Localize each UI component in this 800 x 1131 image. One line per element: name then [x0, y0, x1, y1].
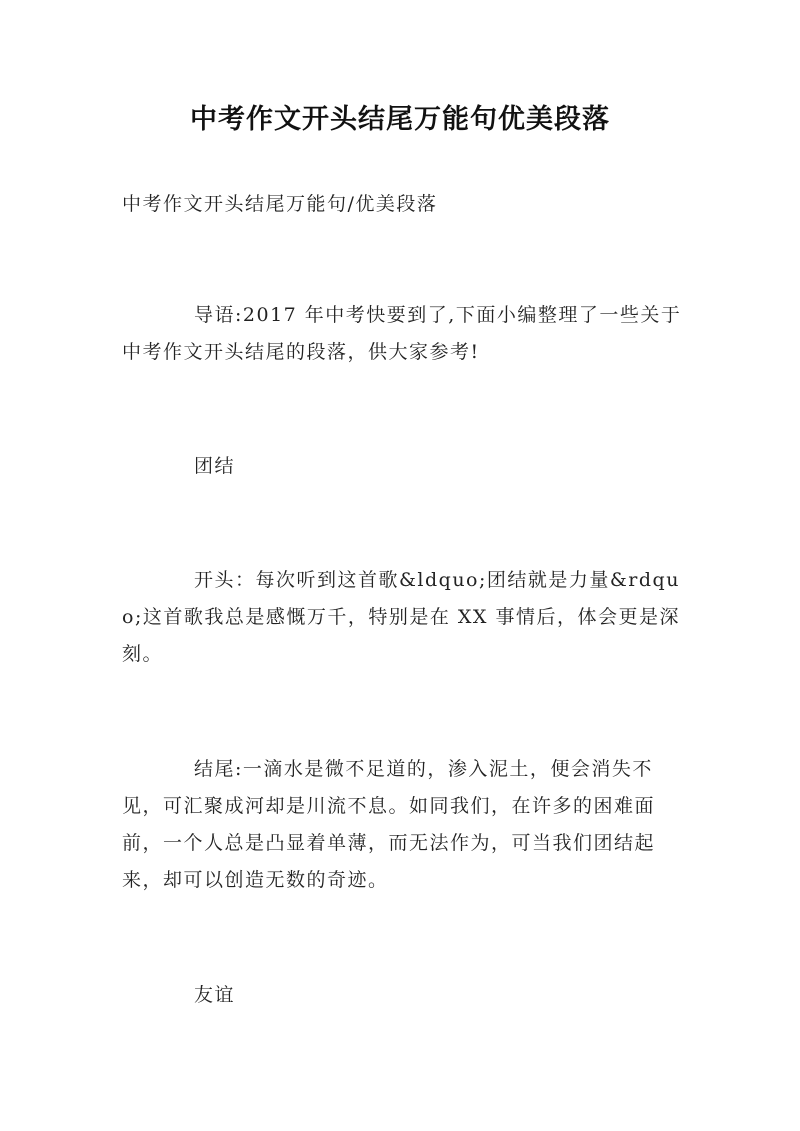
unity-opening-paragraph: 开头：每次听到这首歌&ldquo;团结就是力量&rdquo;这首歌我总是感慨万千，特别是在 XX 事情后，体会更是深刻。	[122, 569, 680, 665]
unity-closing-paragraph: 结尾:一滴水是微不足道的，渗入泥土，便会消失不见，可汇聚成河却是川流不息。如同我们，在许多的困难面前，一个人总是凸显着单薄，而无法作为，可当我们团结起来，却可以创造无数的奇迹。	[122, 758, 656, 891]
intro-paragraph: 导语:2017 年中考快要到了,下面小编整理了一些关于中考作文开头结尾的段落，供大家参考!	[122, 304, 682, 363]
section-heading-unity: 团结	[194, 455, 236, 477]
page-title: 中考作文开头结尾万能句优美段落	[190, 104, 610, 135]
section-heading-friendship: 友谊	[194, 984, 236, 1006]
document-subtitle: 中考作文开头结尾万能句/优美段落	[122, 193, 438, 215]
